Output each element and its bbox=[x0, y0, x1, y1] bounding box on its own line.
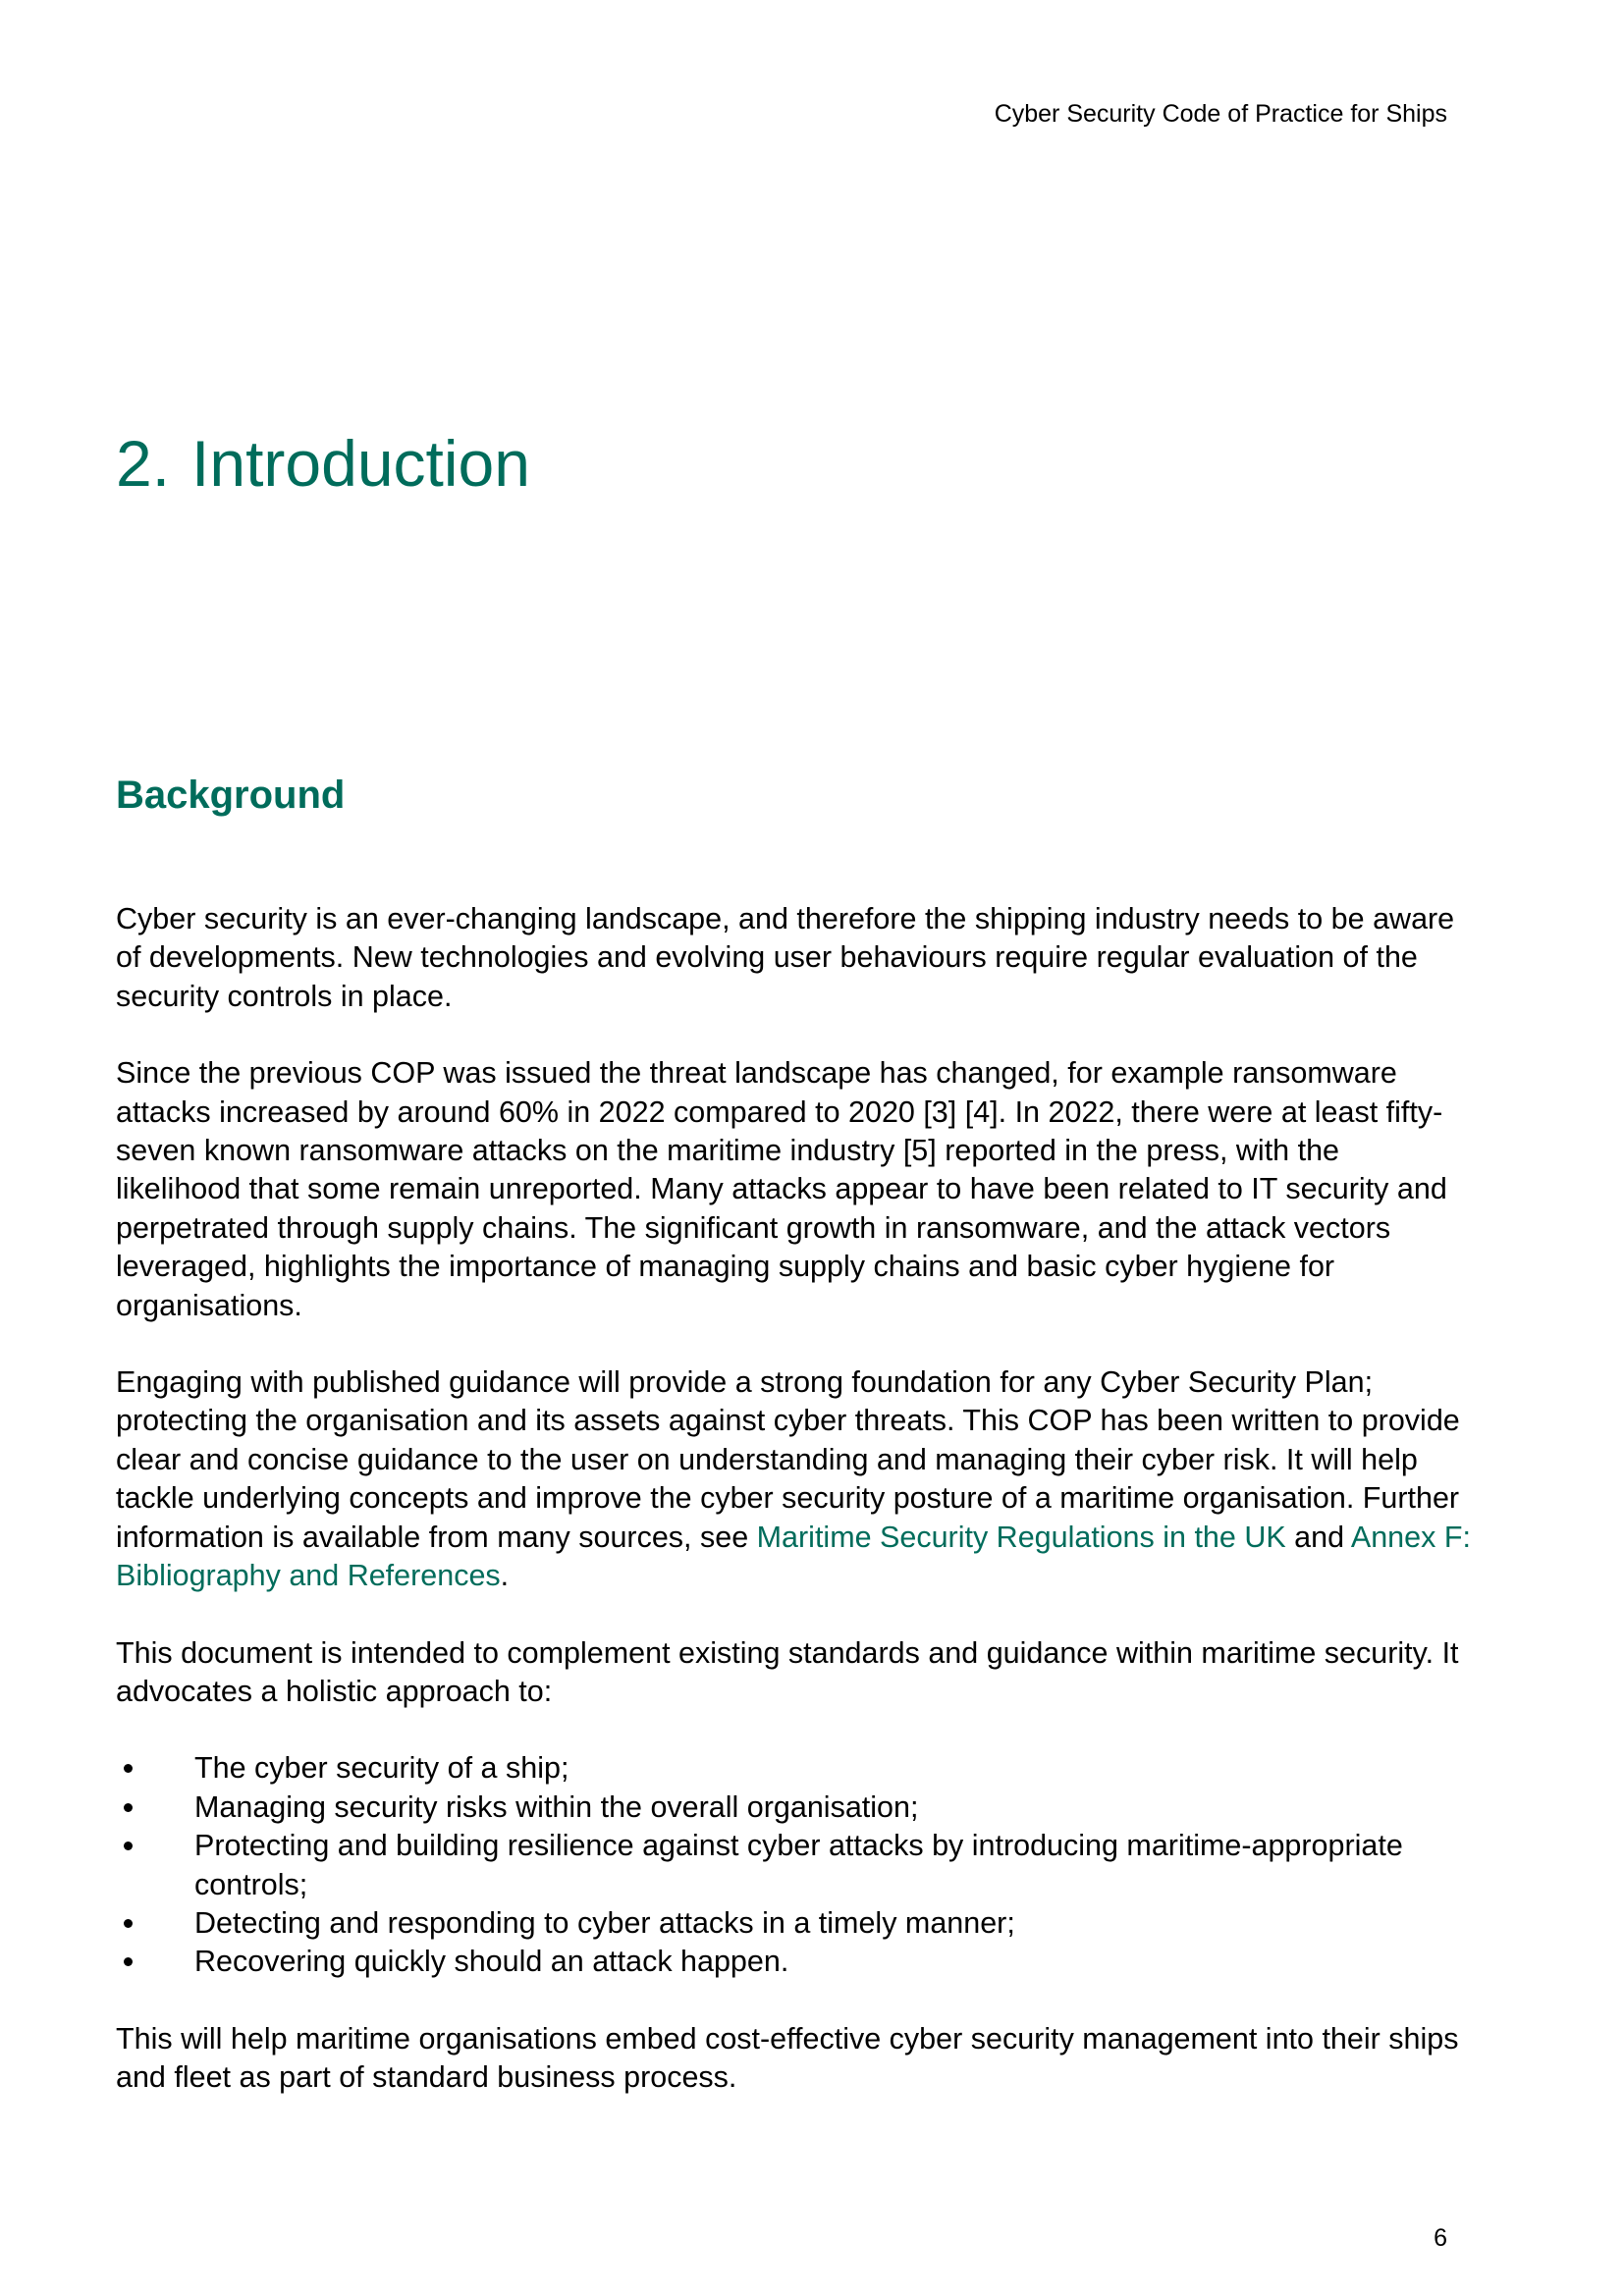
bullet-text: Detecting and responding to cyber attacks in a timely manner; bbox=[194, 1905, 1015, 1940]
bullet-icon bbox=[124, 1919, 133, 1928]
bullet-item bbox=[116, 1827, 1471, 1904]
page-number: 6 bbox=[1434, 2224, 1447, 2252]
bullet-text: Protecting and building resilience against cyber attacks by introducing maritime-appropriate controls; bbox=[194, 1829, 1403, 1901]
bullet-item bbox=[116, 1789, 1471, 1827]
paragraph-1: Cyber security is an ever-changing landscape, and therefore the shipping industry needs to be aware of developments. New technologies and evolving user behaviours require regular evaluation of the security controls in place. bbox=[116, 902, 1455, 1013]
paragraph-3-and: and bbox=[1285, 1520, 1351, 1554]
paragraph-3-end: . bbox=[500, 1559, 510, 1593]
bullet-item bbox=[116, 1749, 1471, 1788]
paragraph-5: This will help maritime organisations embed cost-effective cyber security management into their ships and fleet as part of standard business process. bbox=[116, 2021, 1459, 2095]
bullet-text: Recovering quickly should an attack happen. bbox=[194, 1945, 789, 1979]
bullet-icon bbox=[124, 1764, 133, 1773]
bullet-icon bbox=[124, 1957, 133, 1966]
paragraph-3-text: Engaging with published guidance will provide a strong foundation for any Cyber Security Plan; protecting the organisation and its assets against cyber threats. This COP has been written to provide clear and concise guidance to the user on understanding and managing their cyber risk. It will help tackle underlying concepts and improve the cyber security posture of a maritime organisation. Further information is available from many sources, see bbox=[116, 1365, 1460, 1554]
body-text bbox=[116, 900, 1471, 2136]
link-annex-f-bibliography[interactable]: Annex F: Bibliography and References bbox=[116, 1520, 1471, 1593]
bullet-text: Managing security risks within the overall organisation; bbox=[194, 1789, 919, 1824]
bullet-icon bbox=[124, 1803, 133, 1812]
running-header: Cyber Security Code of Practice for Ships bbox=[994, 100, 1447, 128]
paragraph-2: Since the previous COP was issued the threat landscape has changed, for example ransomware attacks increased by around 60% in 2022 compared to 2020 [3] [4]. In 2022, there were at least fifty-seven known ransomware attacks on the maritime industry [5] reported in the press, with the likelihood that some remain unreported. Many attacks appear to have been related to IT security and perpetrated through supply chains. The significant growth in ransomware, and the attack vectors leveraged, highlights the importance of managing supply chains and basic cyber hygiene for organisations. bbox=[116, 1056, 1447, 1322]
bullet-item bbox=[116, 1904, 1471, 1943]
bullet-text: The cyber security of a ship; bbox=[194, 1751, 569, 1786]
bullet-list bbox=[116, 1749, 1471, 1981]
paragraph-4: This document is intended to complement existing standards and guidance within maritime security. It advocates a holistic approach to: bbox=[116, 1635, 1459, 1708]
chapter-number: 2. bbox=[116, 427, 171, 500]
bullet-item bbox=[116, 1943, 1471, 1981]
chapter-title bbox=[116, 424, 530, 503]
bullet-icon bbox=[124, 1842, 133, 1850]
section-heading: Background bbox=[116, 774, 346, 817]
chapter-title-text: Introduction bbox=[191, 427, 530, 500]
link-maritime-security-regulations[interactable]: Maritime Security Regulations in the UK bbox=[756, 1520, 1286, 1554]
paragraph-3 bbox=[116, 1363, 1471, 1595]
